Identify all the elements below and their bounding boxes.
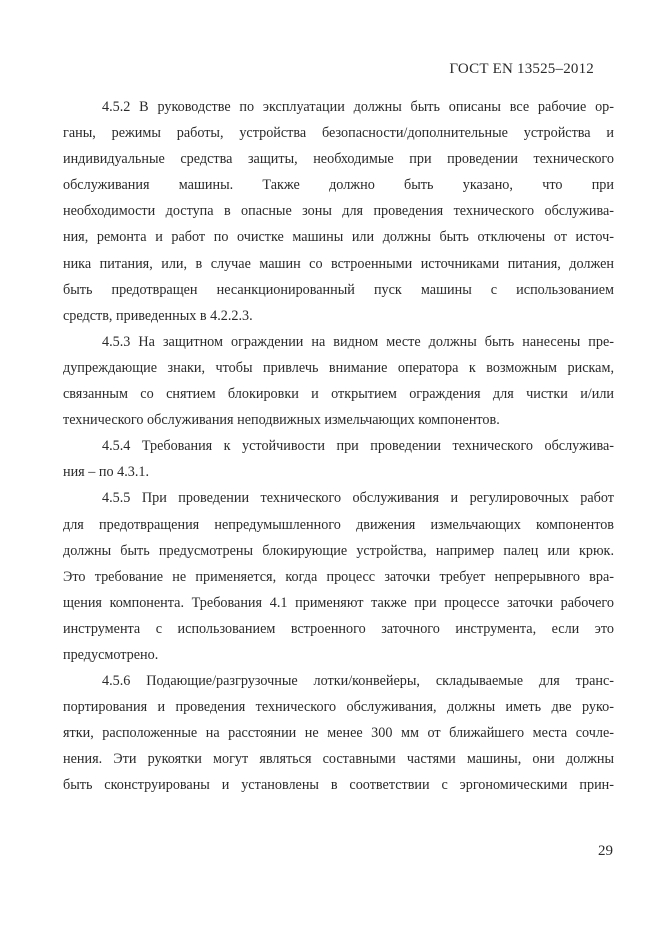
text-line: быть предотвращен несанкционированный пуск машины с использованием — [63, 281, 614, 298]
text-line: средств, приведенных в 4.2.2.3. — [63, 307, 253, 324]
text-line: ятки, расположенные на расстоянии не менее 300 мм от ближайшего места сочле- — [63, 725, 614, 742]
text-line: ния, ремонта и работ по очистке машины или должны быть отключены от источ- — [63, 229, 614, 246]
text-line: 4.5.3 На защитном ограждении на видном месте должны быть нанесены пре- — [102, 333, 614, 350]
text-line: индивидуальные средства защиты, необходимые при проведении технического — [63, 151, 614, 168]
text-line: 4.5.6 Подающие/разгрузочные лотки/конвейеры, складываемые для транс- — [102, 673, 614, 690]
paragraph-4-5-5 — [63, 485, 614, 668]
text-line: 4.5.5 При проведении технического обслуживания и регулировочных работ — [102, 490, 614, 507]
text-line: ганы, режимы работы, устройства безопасности/дополнительные устройства и — [63, 125, 614, 142]
document-body — [63, 94, 614, 799]
text-line: обслуживания машины. Также должно быть указано, что при — [63, 177, 614, 194]
text-line: связанным со снятием блокировки и открытием ограждения для чистки и/или — [63, 386, 614, 403]
text-line: дупреждающие знаки, чтобы привлечь внимание оператора к возможным рискам, — [63, 359, 614, 376]
document-standard-header: ГОСТ EN 13525–2012 — [449, 61, 594, 77]
text-line: технического обслуживания неподвижных измельчающих компонентов. — [63, 412, 500, 429]
text-line: портирования и проведения технического обслуживания, должны иметь две руко- — [63, 699, 614, 716]
paragraph-4-5-2 — [63, 94, 614, 329]
text-line: ния – по 4.3.1. — [63, 464, 150, 481]
text-line: предусмотрено. — [63, 646, 159, 663]
text-line: инструмента с использованием встроенного заточного инструмента, если это — [63, 620, 614, 637]
text-line: для предотвращения непредумышленного движения измельчающих компонентов — [63, 516, 614, 533]
paragraph-4-5-4 — [63, 433, 614, 485]
text-line: необходимости доступа в опасные зоны для проведения технического обслужива- — [63, 203, 614, 220]
text-line: 4.5.4 Требования к устойчивости при проведении технического обслужива- — [102, 438, 614, 455]
text-line: ника питания, или, в случае машин со встроенными источниками питания, должен — [63, 255, 614, 272]
text-line: нения. Эти рукоятки могут являться составными частями машины, они должны — [63, 751, 614, 768]
text-line: быть сконструированы и установлены в соответствии с эргономическими прин- — [63, 777, 614, 794]
text-line: должны быть предусмотрены блокирующие устройства, например палец или крюк. — [63, 542, 614, 559]
text-line: Это требование не применяется, когда процесс заточки требует непрерывного вра- — [63, 568, 614, 585]
paragraph-4-5-3 — [63, 329, 614, 433]
paragraph-4-5-6 — [63, 668, 614, 798]
text-line: щения компонента. Требования 4.1 применяют также при процессе заточки рабочего — [63, 594, 614, 611]
page-number: 29 — [598, 843, 613, 859]
text-line: 4.5.2 В руководстве по эксплуатации должны быть описаны все рабочие ор- — [102, 99, 614, 115]
